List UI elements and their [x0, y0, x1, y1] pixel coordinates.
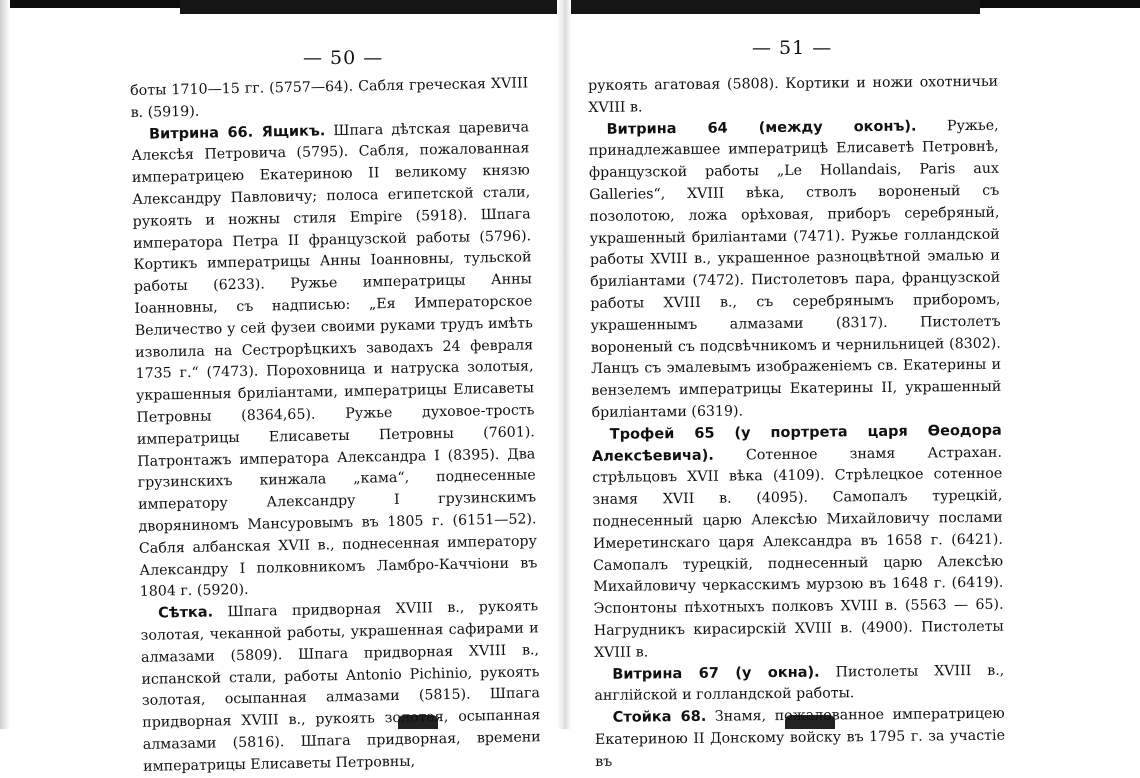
paragraph — [588, 72, 998, 120]
page-number-right: — 51 — — [752, 37, 833, 59]
paragraph — [140, 596, 541, 778]
book-gutter — [557, 0, 571, 729]
paragraph-text: Сотенное знамя Астрахан. стрѣльцовъ XVII вѣка (4109). Стрѣлецкое сотенное знамя XVII в. (4095). Самопалъ турецкій, поднесенный царю Алексѣю Михайловичу послами Имеретинскаго царя Александра въ 1658 г. (6421). Самопалъ турецкій, поднесенный царю Алексѣю Михайловичу черкасскимъ мурзою въ 1648 г. (6419). Эспонтоны пѣхотныхъ полковъ XVIII в. (5563 — 65). Нагрудникъ кирасирскій XVIII в. (4900). Пистолеты XVIII в. — [592, 444, 1004, 661]
paragraph — [130, 73, 529, 124]
scan-top-shadow — [180, 0, 980, 14]
paragraph — [588, 115, 1001, 424]
left-page-text — [130, 73, 541, 778]
paragraph — [595, 704, 1006, 774]
paragraph-text: Пистолеты XVIII в., англійской и голландской работы. — [594, 662, 1005, 705]
page-number-left: — 50 — — [303, 47, 384, 69]
section-heading: Витрина 67 (у окна). — [612, 664, 820, 683]
section-heading: Витрина 66. Ящикъ. — [148, 122, 326, 143]
paragraph-text: Знамя, пожалованное императрицею Екатериною II Донскому войску въ 1795 г. за участіе въ — [594, 705, 1006, 770]
paragraph-text: Шпага дѣтская царевича Алексѣя Петровича (5795). Сабля, пожалованная императрицею Екатериною II великому князю Александру Павловичу; полоса египетской стали, рукоять и ножны стиля Empire (5918). Шпага императора Петра II французской работы (5796). Кортикъ императрицы Анны Іоанновны, тульской работы (6233). Ружье императрицы Анны Іоанновны, съ надписью: „Ея Императорское Величество у сей фузеи своими руками трудъ имѣть изволила на Сестрорѣцкихъ заводахъ 24 февраля 1735 г.“ (7473). Пороховница и натруска золотыя, украшенныя бриліантами, императрицы Елисаветы Петровны (8364,65). Ружье духовое-трость императрицы Елисаветы Петровны (7601). Патронтажъ императора Александра I (8395). Два грузинскихъ кинжала „кама“, поднесенные императору Александру I грузинскимъ дворяниномъ Мансуровымъ въ 1805 г. (6151—52). Сабля албанская XVII в., поднесенная императору Александру I полковникомъ Ламбро-Каччіони въ 1804 г. (5920). — [131, 118, 538, 601]
section-heading: Витрина 64 (между оконъ). — [606, 118, 917, 138]
paragraph — [131, 117, 538, 604]
paragraph — [592, 420, 1004, 664]
paragraph-text: рукоять агатовая (5808). Кортики и ножи охотничьи XVIII в. — [588, 73, 999, 116]
paragraph-text: Шпага придворная XVIII в., рукоять золотая, чеканной работы, украшенная сафирами и алмазами (5809). Шпага придворная XVIII в., испанской стали, работы Antonio Pichinio, рукоять золотая, осыпанная алмазами (5815). Шпага придворная XVIII в., рукоять золотая, осыпанная алмазами (5816). Шпага придворная, времени императрицы Елисаветы Петровны, — [140, 598, 541, 775]
paragraph-text: боты 1710—15 гг. (5757—64). Сабля греческая XVIII в. (5919). — [130, 75, 529, 121]
scan-left-edge — [0, 0, 10, 729]
right-page-text — [588, 72, 1005, 774]
paragraph — [594, 660, 1004, 708]
section-heading: Трофей 65 (у портрета царя Ѳеодора Алексѣевича). — [591, 422, 1002, 465]
section-heading: Стойка 68. — [612, 708, 707, 726]
paragraph-text: Ружье, принадлежавшее императрицѣ Елисаветѣ Петровнѣ, французской работы „Le Hollandais, Paris aux Galleries“, XVIII вѣка, стволъ вороненый съ позолотою, ложа орѣховая, приборъ серебряный, украшенный бриліантами (7471). Ружье голландской работы XVIII в., украшенное разноцвѣтной эмалью и бриліантами (7472). Пистолетовъ пара, французской работы XVIII в., съ серебрянымъ приборомъ, украшеннымъ алмазами (8317). Пистолетъ вороненый съ подсвѣчникомъ и чернильницей (8302). Ланцъ съ эмалевымъ изображеніемъ св. Екатерины и вензелемъ императрицы Екатерины II, украшенный бриліантами (6319). — [588, 117, 1002, 421]
section-heading: Сѣтка. — [158, 604, 214, 622]
